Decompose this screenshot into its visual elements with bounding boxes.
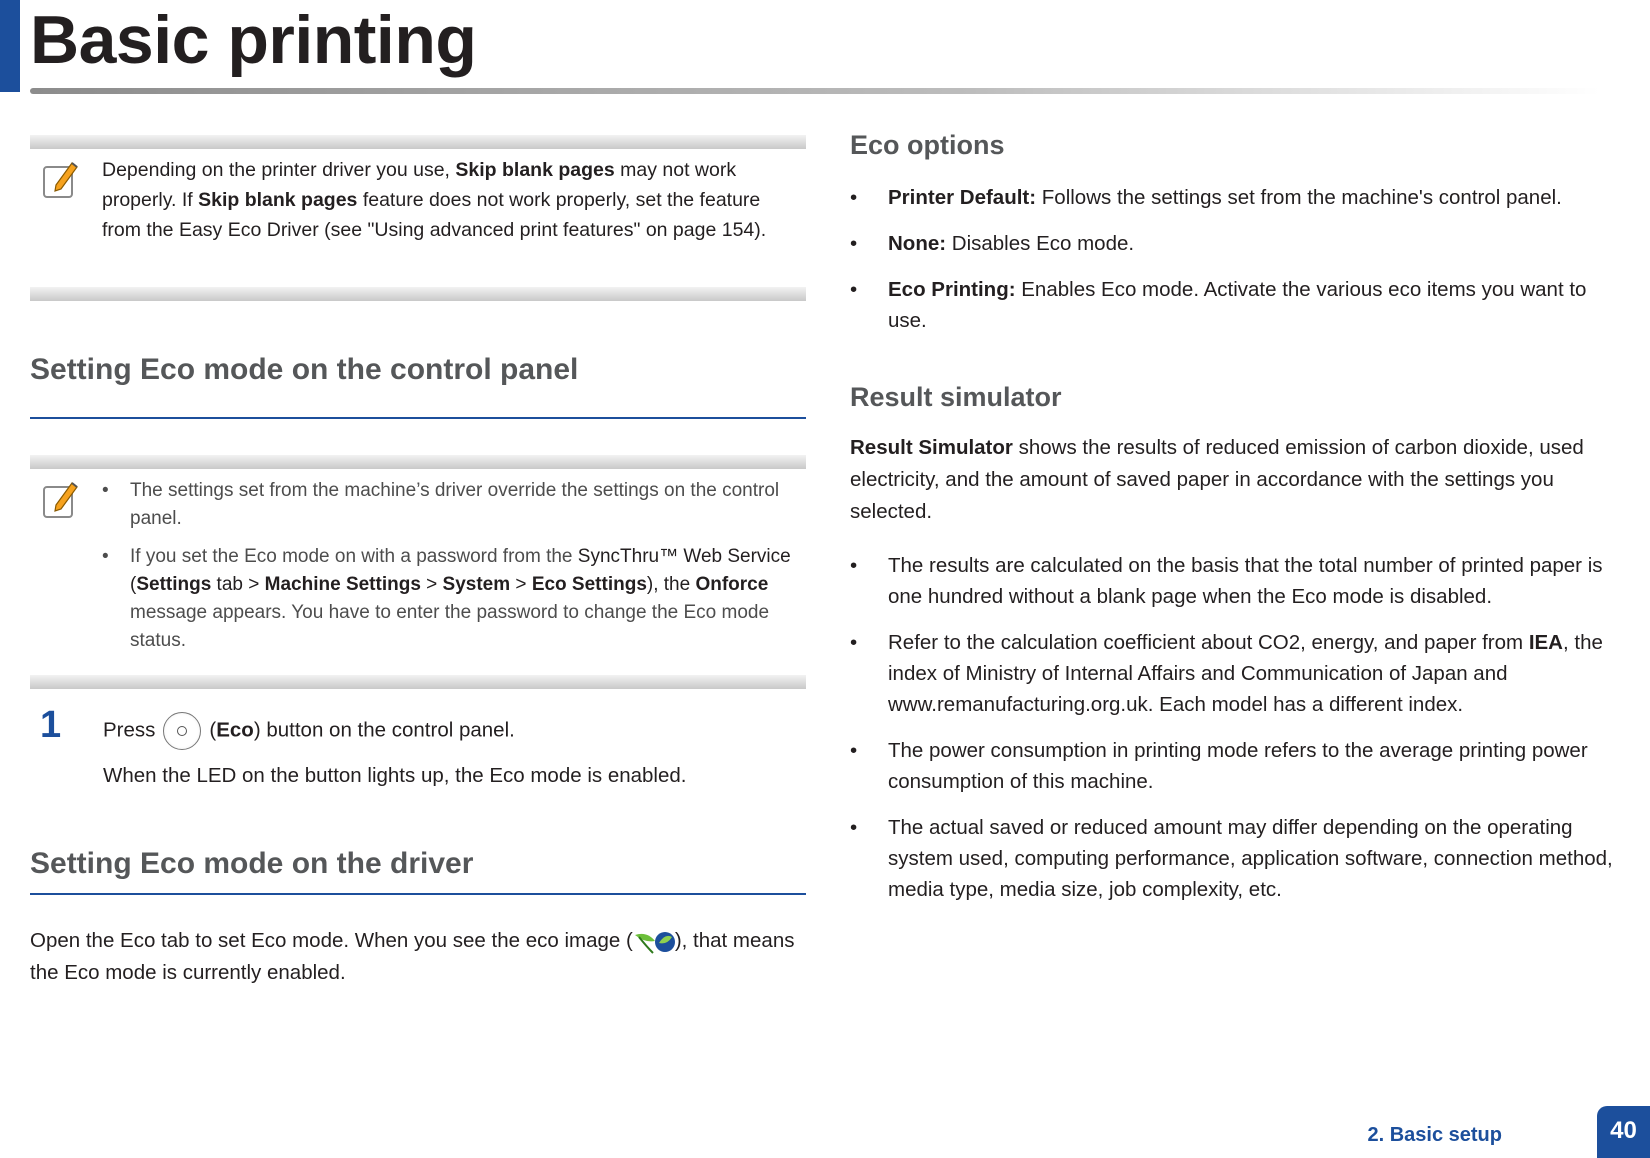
footer-section-label: 2. Basic setup — [1367, 1124, 1502, 1146]
eco-button-icon — [163, 712, 201, 750]
bullet: • — [850, 554, 858, 577]
section-divider — [30, 893, 806, 895]
note-list — [102, 477, 802, 665]
note-bottom-bar — [30, 287, 806, 301]
result-bullet-item: • The power consumption in printing mode refers to the average printing power consumption of this machine. — [850, 735, 1630, 797]
page-title: Basic printing — [30, 2, 477, 78]
section-divider — [30, 417, 806, 419]
bullet: • — [850, 232, 858, 255]
result-bullet-item: • Refer to the calculation coefficient about CO2, energy, and paper from IEA, the index of Ministry of Internal Affairs and Communication of Japan and www.remanufacturing.org.uk. Each model has a different index. — [850, 627, 1630, 720]
result-simulator-heading: Result simulator — [850, 382, 1062, 412]
note-pencil-icon — [42, 157, 80, 199]
result-bullet-item: • The results are calculated on the basis that the total number of printed paper is one hundred without a blank page when the Eco mode is disabled. — [850, 550, 1630, 612]
section-heading-control-panel: Setting Eco mode on the control panel — [30, 353, 579, 386]
title-accent-bar — [0, 0, 20, 92]
note-text: Depending on the printer driver you use, Skip blank pages may not work properly. If Skip blank pages feature does not work properly, set the feature from the Easy Eco Driver (see "Using advanced print features" on page 154). — [102, 159, 767, 241]
note-list-item: • The settings set from the machine’s driver override the settings on the control panel. — [102, 477, 802, 533]
bullet: • — [850, 186, 858, 209]
bullet: • — [102, 480, 109, 501]
page-number-badge: 40 — [1597, 1106, 1650, 1158]
note-top-bar — [30, 455, 806, 469]
result-simulator-list — [850, 550, 1630, 905]
section-heading-driver: Setting Eco mode on the driver — [30, 847, 474, 880]
note-list-item: • If you set the Eco mode on with a password from the SyncThru™ Web Service (Settings tab > Machine Settings > System > Eco Settings), the Onforce message appears. You have to enter the password to change the Eco mode status. — [102, 543, 802, 655]
eco-options-heading: Eco options — [850, 130, 1005, 160]
note-box-skip-blank — [30, 135, 806, 305]
eco-option-item: • Printer Default: Follows the settings set from the machine's control panel. — [850, 182, 1630, 213]
note-pencil-icon — [42, 477, 80, 519]
result-bullet-item: • The actual saved or reduced amount may differ depending on the operating system used, computing performance, application software, connection method, media type, media size, job complexity, etc. — [850, 812, 1630, 905]
title-divider — [30, 88, 1600, 94]
eco-option-item: • None: Disables Eco mode. — [850, 228, 1630, 259]
result-simulator-intro: Result Simulator shows the results of reduced emission of carbon dioxide, used electricity, and the amount of saved paper in accordance with the settings you selected. — [850, 436, 1584, 523]
eco-leaf-icon — [633, 929, 675, 955]
bullet: • — [850, 816, 858, 839]
bullet: • — [850, 278, 858, 301]
driver-paragraph: Open the Eco tab to set Eco mode. When you see the eco image ( ), that means the Eco mode is currently enabled. — [30, 929, 795, 984]
eco-option-item: • Eco Printing: Enables Eco mode. Activate the various eco items you want to use. — [850, 274, 1630, 336]
step-instruction: Press (Eco) button on the control panel. — [103, 712, 803, 750]
bullet: • — [850, 739, 858, 762]
note-bottom-bar — [30, 675, 806, 689]
step-number: 1 — [40, 704, 62, 746]
note-box-driver-settings — [30, 455, 806, 689]
bullet: • — [850, 631, 858, 654]
step-detail: When the LED on the button lights up, the Eco mode is enabled. — [103, 764, 687, 787]
note-top-bar — [30, 135, 806, 149]
bullet: • — [102, 546, 109, 567]
eco-options-list — [850, 182, 1630, 336]
